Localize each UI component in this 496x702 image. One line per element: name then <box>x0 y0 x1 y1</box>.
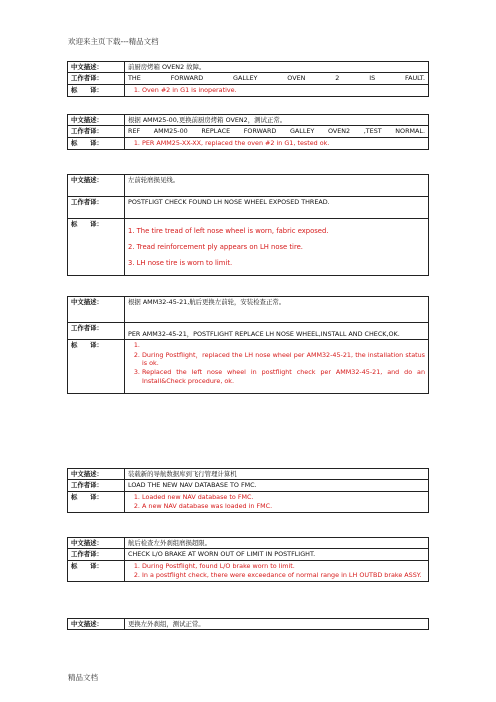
worker-translation: CHECK L/O BRAKE AT WORN OUT OF LIMIT IN POSTFLIGHT. <box>125 549 429 560</box>
worker-label: 工作者译： <box>68 549 125 560</box>
standard-label: 标 译： <box>68 560 125 582</box>
standard-translation <box>125 340 429 394</box>
list-item: 3. Replaced the left nose wheel in postflight check per AMM32-45-21, and do an Install&Check procedure, ok. <box>142 368 425 385</box>
list-item: 1. Loaded new NAV database to FMC. <box>142 493 425 501</box>
worker-translation: LOAD THE NEW NAV DATABASE TO FMC. <box>125 480 429 491</box>
cn-description: 装载新的导航数据库到飞行管理计算机 <box>125 469 429 480</box>
standard-label: 标 译： <box>68 137 125 149</box>
standard-label: 标 译： <box>68 219 125 276</box>
cn-description: 根据 AMM32-45-21,航后更换左前轮，安装检查正常。 <box>125 297 429 323</box>
list-item: 1. PER AMM25-XX-XX, replaced the oven #2 in G1, tested ok. <box>142 139 425 147</box>
entry-table-3 <box>67 174 429 276</box>
worker-translation: THE FORWARD GALLEY OVEN 2 IS FAULT. <box>125 73 429 84</box>
list-item <box>142 341 425 349</box>
list-item: 1. During Postflight, found L/O brake worn to limit. <box>142 562 425 570</box>
worker-label: 工作者译： <box>68 126 125 137</box>
worker-translation: REF AMM25-00 REPLACE FORWARD GALLEY OVEN2 ,TEST NORMAL. <box>125 126 429 137</box>
entry-table-1 <box>67 61 429 97</box>
standard-translation <box>125 560 429 582</box>
cn-label: 中文描述： <box>68 469 125 480</box>
cn-description: 航后检查左外刹组磨损超限。 <box>125 538 429 549</box>
cn-label: 中文描述： <box>68 538 125 549</box>
standard-translation <box>125 491 429 513</box>
entry-table-7 <box>67 618 429 630</box>
cn-label: 中文描述： <box>68 619 125 630</box>
cn-description: 根据 AMM25-00,更换前厨房烤箱 OVEN2，测试正常。 <box>125 115 429 126</box>
cn-label: 中文描述： <box>68 115 125 126</box>
list-item: 2. A new NAV database was loaded in FMC. <box>142 502 425 510</box>
standard-translation <box>125 137 429 149</box>
list-item: 2. In a postflight check, there were exceedance of normal range in LH OUTBD brake ASSY. <box>142 571 425 579</box>
standard-label: 标 译： <box>68 491 125 513</box>
worker-translation: PER AMM32-45-21，POSTFLIGHT REPLACE LH NOSE WHEEL,INSTALL AND CHECK,OK. <box>125 323 429 340</box>
cn-description: 更换左外刹组，测试正常。 <box>125 619 429 630</box>
entry-table-4 <box>67 296 429 394</box>
standard-label: 标 译： <box>68 84 125 96</box>
list-item: 2. During Postflight，replaced the LH nose wheel per AMM32-45-21, the installation status is ok. <box>142 351 425 368</box>
worker-label: 工作者译： <box>68 323 125 340</box>
worker-label: 工作者译： <box>68 480 125 491</box>
standard-label: 标 译： <box>68 340 125 394</box>
entry-table-2 <box>67 114 429 150</box>
standard-translation <box>125 84 429 96</box>
page-header: 欢迎来主页下载---精品文档 <box>68 37 159 46</box>
entry-table-6 <box>67 537 429 582</box>
cn-description: 前厨房烤箱 OVEN2 故障。 <box>125 62 429 73</box>
page-footer: 精品文档 <box>68 673 98 682</box>
cn-description: 左前轮磨损见线。 <box>125 175 429 197</box>
standard-translation <box>125 219 429 276</box>
entry-table-5 <box>67 468 429 513</box>
list-item: 3. LH nose tire is worn to limit. <box>128 258 233 267</box>
list-item: 1. The tire tread of left nose wheel is worn, fabric exposed. <box>128 227 329 235</box>
worker-label: 工作者译： <box>68 73 125 84</box>
worker-translation: POSTFLIGT CHECK FOUND LH NOSE WHEEL EXPOSED THREAD. <box>125 197 429 219</box>
list-item: 1. Oven #2 in G1 is inoperative. <box>142 86 425 94</box>
worker-label: 工作者译： <box>68 197 125 219</box>
cn-label: 中文描述： <box>68 175 125 197</box>
list-item: 2. Tread reinforcement ply appears on LH nose tire. <box>128 242 303 251</box>
cn-label: 中文描述： <box>68 297 125 323</box>
cn-label: 中文描述： <box>68 62 125 73</box>
